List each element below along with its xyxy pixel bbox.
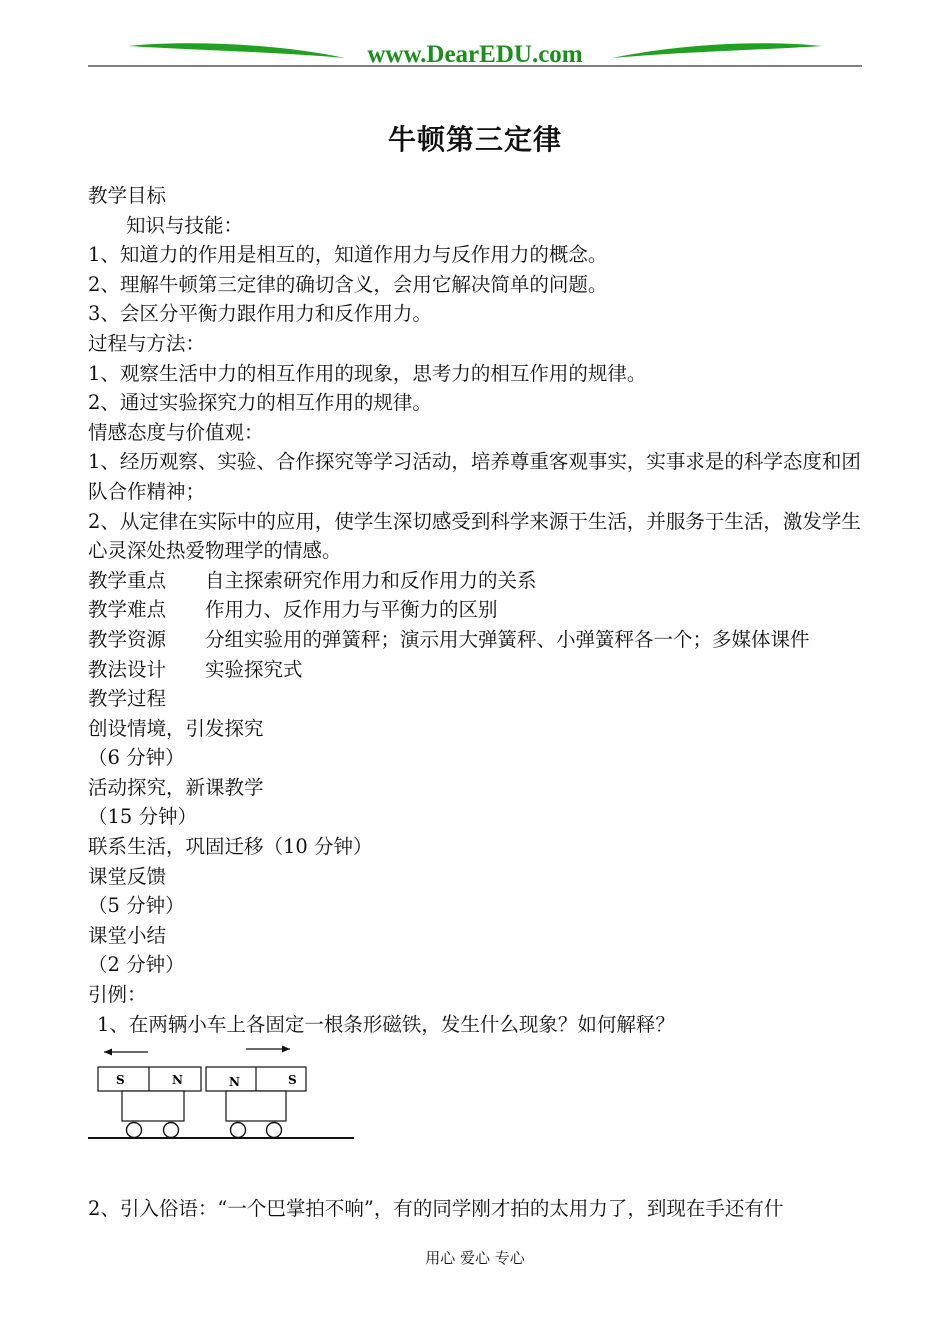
subheading-attitude: 情感态度与价值观： [88, 420, 264, 444]
kv-value: 实验探究式 [205, 657, 303, 681]
page-header [0, 0, 950, 80]
left-arrow-head [104, 1049, 112, 1056]
right-arrow-head [282, 1046, 290, 1053]
wheel [164, 1123, 179, 1138]
kv-value: 自主探索研究作用力和反作用力的关系 [205, 568, 537, 592]
goal-line: 3、会区分平衡力跟作用力和反作用力。 [88, 302, 432, 326]
magnet-pole-label: S [288, 1073, 297, 1087]
example-heading: 引例： [88, 983, 147, 1007]
process-step: 联系生活，巩固迁移（10 分钟） [88, 835, 373, 859]
kv-value: 分组实验用的弹簧秤；演示用大弹簧秤、小弹簧秤各一个；多媒体课件 [205, 627, 810, 651]
process-duration: （6 分钟） [88, 746, 185, 770]
subheading-knowledge: 知识与技能： [126, 213, 244, 237]
page-footer: 用心 爱心 专心 [425, 1249, 525, 1267]
process-duration: （2 分钟） [88, 953, 185, 977]
left-cart-body [122, 1091, 184, 1121]
right-cart-body [226, 1091, 286, 1121]
goal-paragraph: 2、从定律在实际中的应用，使学生深切感受到科学来源于生活，并服务于生活，激发学生心灵深处热爱物理学的情感。 [88, 509, 861, 563]
right-swoosh [612, 43, 822, 58]
wheel [127, 1123, 142, 1138]
example-two: 2、引入俗语：“一个巴掌拍不响”，有的同学刚才拍的太用力了，到现在手还有什 [88, 1197, 784, 1220]
site-logo: www.DearEDU.com [367, 41, 583, 68]
wheel [231, 1123, 246, 1138]
page-title: 牛顿第三定律 [387, 123, 562, 156]
magnet-pole-label: N [172, 1073, 183, 1087]
kv-row [88, 655, 868, 685]
section-goals: 教学目标 [88, 184, 167, 207]
example-question: 1、在两辆小车上各固定一根条形磁铁，发生什么现象？如何解释？ [97, 1012, 675, 1036]
goal-paragraph: 1、经历观察、实验、合作探究等学习活动，培养尊重客观事实，实事求是的科学态度和团队合作精神； [88, 450, 861, 503]
magnet-carts-figure [86, 1043, 358, 1143]
process-step: 创设情境，引发探究 [88, 716, 264, 740]
process-step: 课堂反馈 [88, 864, 167, 888]
kv-row [88, 625, 868, 655]
left-swoosh [128, 43, 345, 58]
subheading-process: 过程与方法： [88, 331, 206, 355]
kv-key: 教学难点 [88, 598, 167, 622]
kv-value: 作用力、反作用力与平衡力的区别 [205, 598, 498, 622]
kv-key: 教法设计 [88, 657, 167, 681]
document-body [88, 181, 868, 1039]
kv-key: 教学资源 [88, 627, 167, 651]
goal-line: 1、观察生活中力的相互作用的现象，思考力的相互作用的规律。 [88, 361, 647, 385]
goal-line: 2、通过实验探究力的相互作用的规律。 [88, 391, 432, 415]
kv-key: 教学重点 [88, 568, 167, 592]
magnet-pole-label: S [116, 1073, 125, 1087]
magnet-pole-label: N [229, 1075, 240, 1089]
goal-line: 1、知道力的作用是相互的，知道作用力与反作用力的概念。 [88, 243, 608, 267]
kv-row [88, 566, 868, 596]
header-banner [0, 0, 950, 80]
wheel [267, 1123, 282, 1138]
goal-line: 2、理解牛顿第三定律的确切含义，会用它解决简单的问题。 [88, 272, 608, 296]
magnet-carts-diagram [86, 1043, 358, 1143]
process-step: 活动探究，新课教学 [88, 775, 264, 799]
process-step: 课堂小结 [88, 923, 167, 947]
process-duration: （5 分钟） [88, 894, 185, 918]
kv-row [88, 595, 868, 625]
process-duration: （15 分钟） [88, 805, 198, 829]
section-process: 教学过程 [88, 687, 167, 711]
